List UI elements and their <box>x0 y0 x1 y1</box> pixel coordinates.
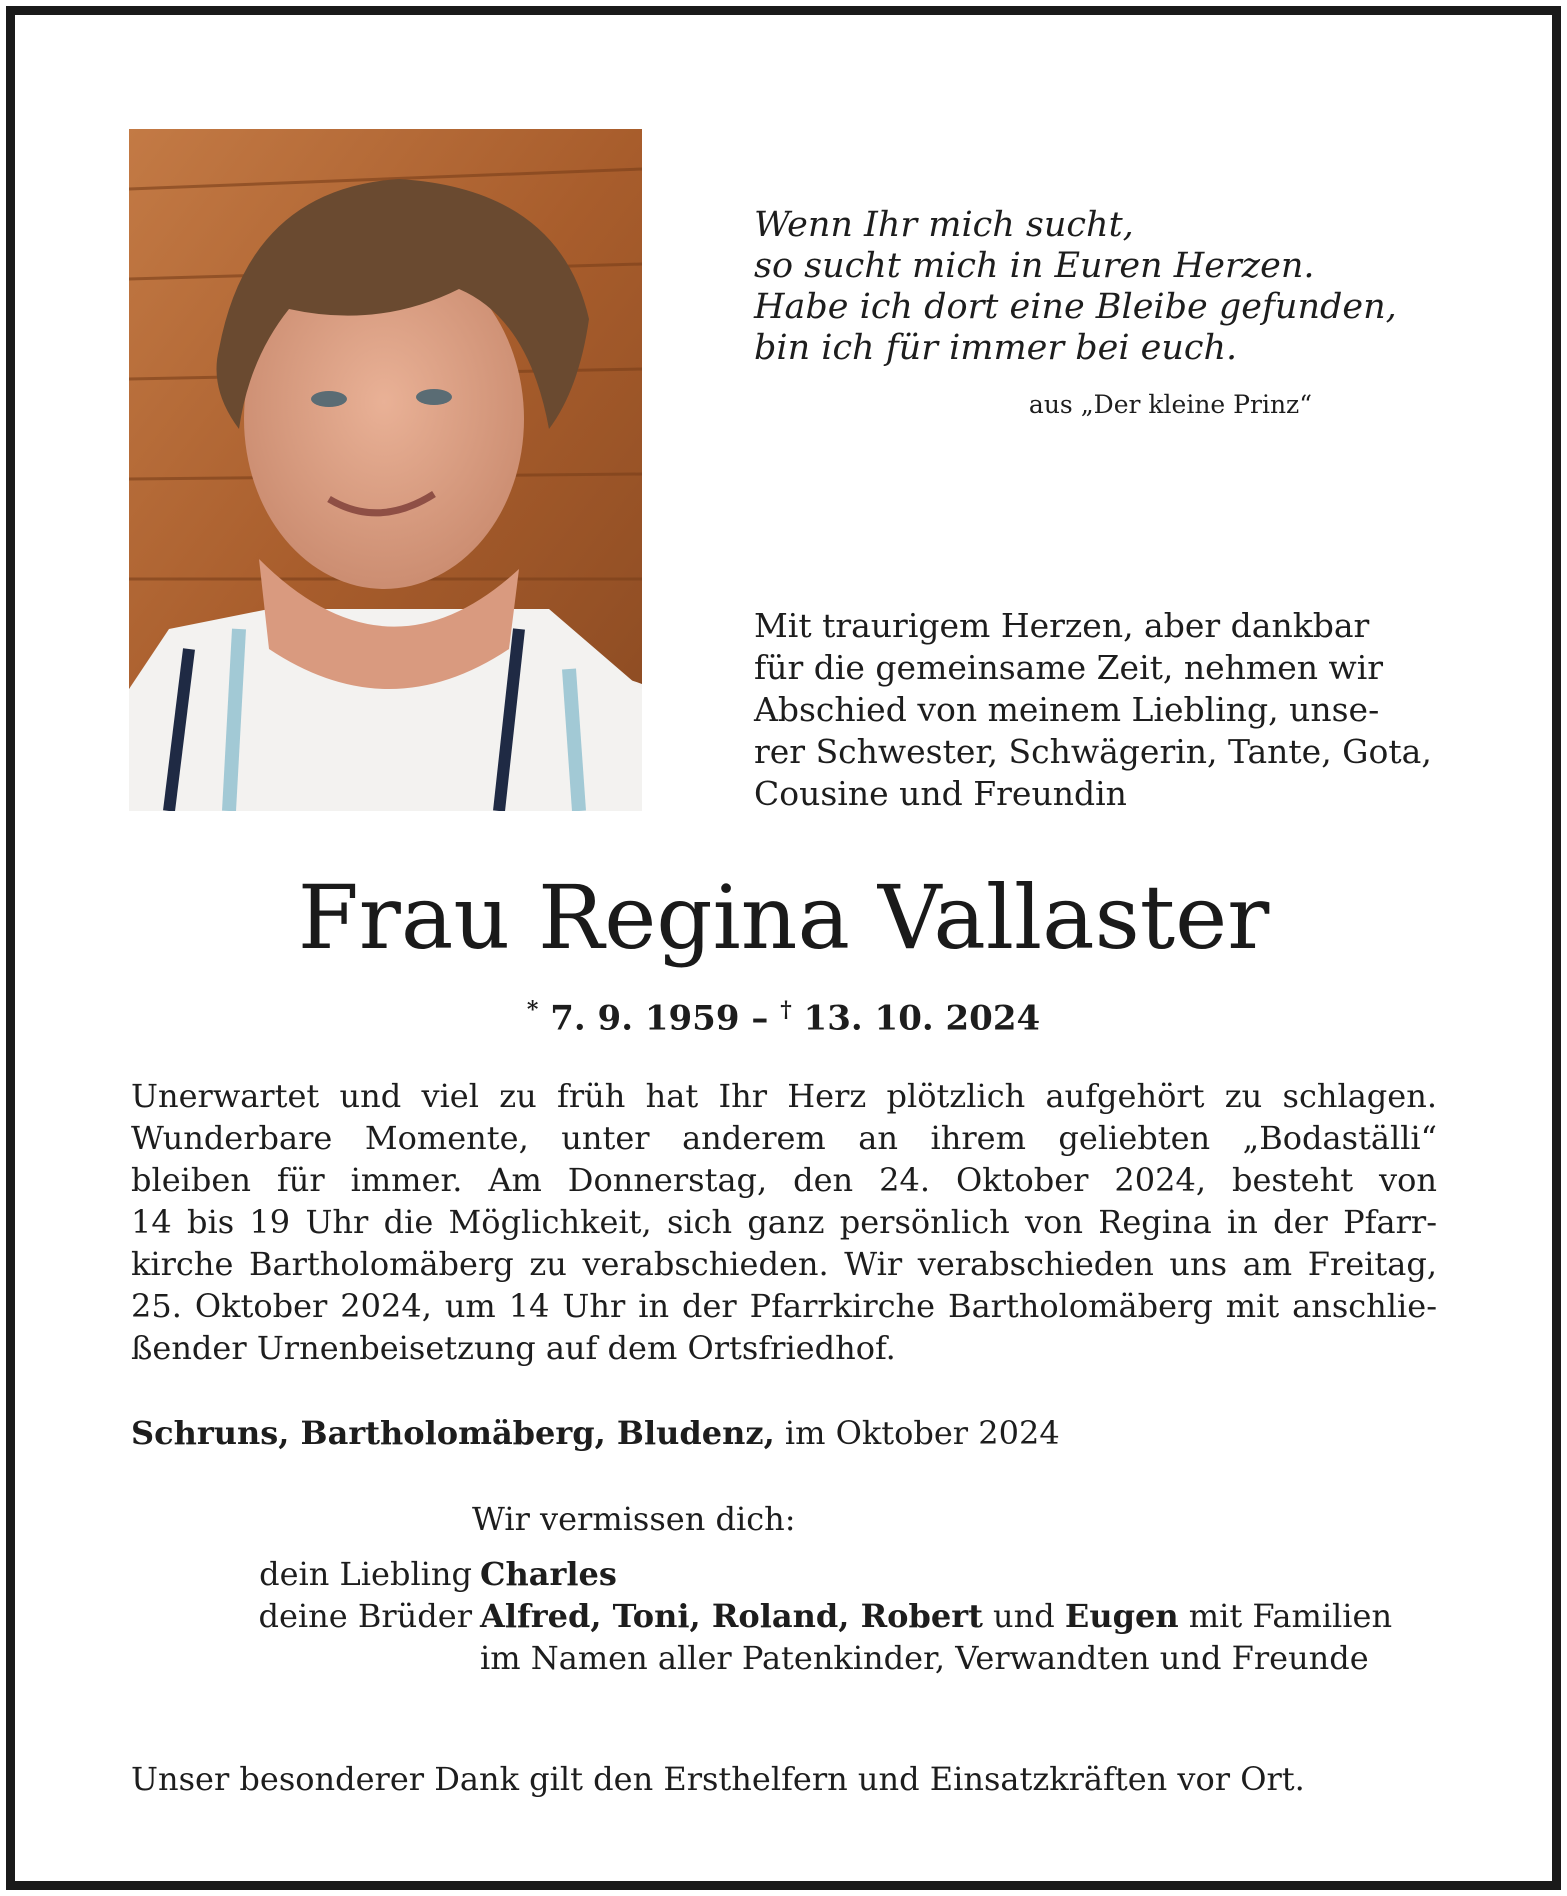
places: Schruns, Bartholomäberg, Bludenz, <box>131 1414 775 1452</box>
thanks-text: Unser besonderer Dank gilt den Ersthelfern und Einsatzkräften vor Ort. <box>131 1760 1305 1798</box>
poem-line: so sucht mich in Euren Herzen. <box>754 246 1315 286</box>
family-names: Alfred, Toni, Roland, Robert <box>480 1597 983 1635</box>
intro-line: rer Schwester, Schwägerin, Tante, Gota, <box>754 732 1432 771</box>
body-line: 14 bis 19 Uhr die Möglichkeit, sich ganz persönlich von Regina in der Pfarr- <box>131 1203 1437 1241</box>
body-line: Wunderbare Momente, unter anderem an ihrem geliebten „Bodaställi“ <box>131 1119 1437 1157</box>
death-symbol: † <box>780 997 792 1023</box>
place-date: im Oktober 2024 <box>784 1414 1060 1452</box>
poem-line: bin ich für immer bei euch. <box>754 328 1238 368</box>
family-row <box>236 1595 1392 1637</box>
body-text <box>131 1075 1437 1369</box>
intro-text <box>754 605 1440 815</box>
family-label: dein Liebling <box>259 1555 472 1593</box>
miss-heading: Wir vermissen dich: <box>472 1500 796 1538</box>
body-line: Unerwartet und viel zu früh hat Ihr Herz plötzlich aufgehört zu schlagen. <box>131 1077 1437 1115</box>
poem-source: aus „Der kleine Prinz“ <box>1028 390 1312 419</box>
family-row <box>236 1553 1392 1595</box>
life-dates <box>0 997 1567 1038</box>
birth-date: 7. 9. 1959 <box>550 998 740 1039</box>
intro-line: Abschied von meinem Liebling, unse- <box>754 690 1380 729</box>
family-row <box>236 1637 1392 1679</box>
portrait-photo <box>129 129 642 811</box>
family-suffix: mit Familien <box>1188 1597 1393 1635</box>
intro-line: Mit traurigem Herzen, aber dankbar <box>754 606 1370 645</box>
family-others: im Namen aller Patenkinder, Verwandten und Freunde <box>480 1639 1369 1677</box>
family-label: deine Brüder <box>258 1597 472 1635</box>
poem-line: Wenn Ihr mich sucht, <box>754 205 1134 245</box>
date-dash: – <box>751 998 769 1039</box>
body-line: ßender Urnenbeisetzung auf dem Ortsfriedhof. <box>131 1329 896 1367</box>
family-list <box>236 1553 1392 1679</box>
place-date-line <box>131 1414 1060 1452</box>
death-date: 13. 10. 2024 <box>803 998 1041 1039</box>
body-line: 25. Oktober 2024, um 14 Uhr in der Pfarrkirche Bartholomäberg mit anschlie- <box>131 1287 1437 1325</box>
family-name: Eugen <box>1064 1597 1179 1635</box>
intro-line: Cousine und Freundin <box>754 774 1127 813</box>
family-and: und <box>993 1597 1055 1635</box>
body-line: kirche Bartholomäberg zu verabschieden. Wir verabschieden uns am Freitag, <box>131 1245 1437 1283</box>
family-name: Charles <box>480 1555 617 1593</box>
deceased-name: Frau Regina Vallaster <box>297 866 1270 969</box>
poem-quote <box>754 205 1397 369</box>
intro-line: für die gemeinsame Zeit, nehmen wir <box>754 648 1384 687</box>
poem-line: Habe ich dort eine Bleibe gefunden, <box>754 287 1397 327</box>
birth-symbol: * <box>526 997 539 1023</box>
body-line: bleiben für immer. Am Donnerstag, den 24. Oktober 2024, besteht von <box>131 1161 1437 1199</box>
